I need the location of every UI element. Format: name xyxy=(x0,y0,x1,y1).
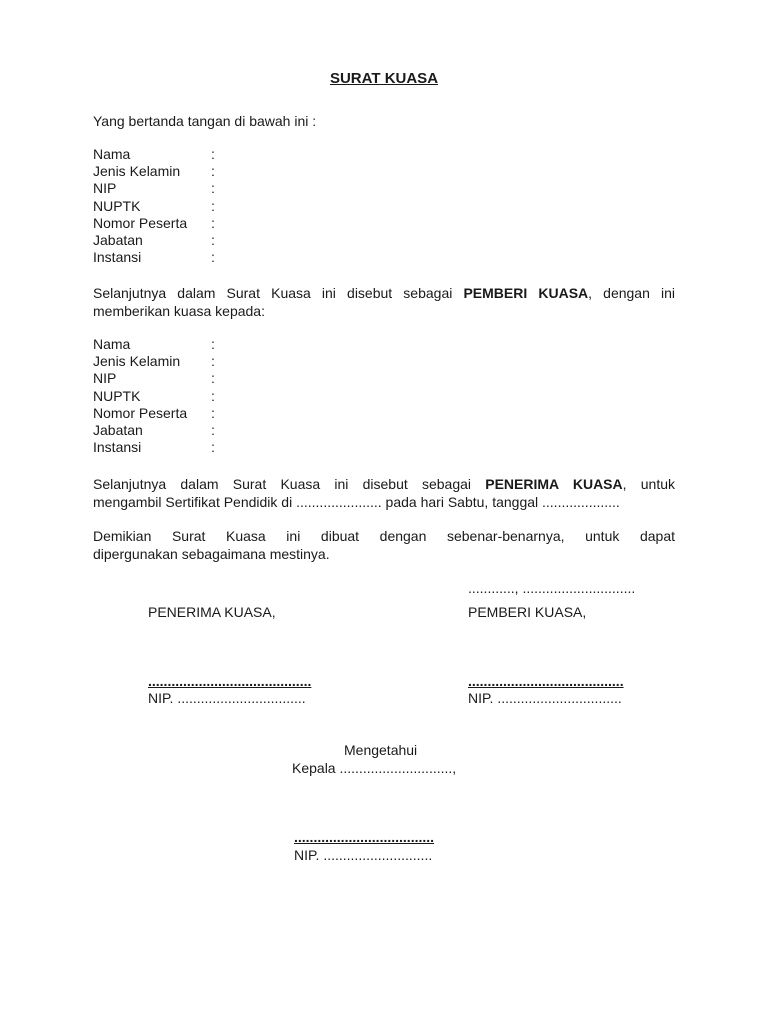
field-label: Nama xyxy=(93,146,131,162)
grantor-name-line: ........................................ xyxy=(468,673,624,689)
field-colon: : xyxy=(211,180,215,197)
field-row xyxy=(93,163,293,180)
field-label: Nomor Peserta xyxy=(93,404,188,421)
intro-text: Yang bertanda tangan di bawah ini : xyxy=(93,113,317,129)
paragraph-text: , untuk xyxy=(622,476,676,492)
field-colon: : xyxy=(211,214,215,231)
grantee-term: PENERIMA KUASA xyxy=(485,476,623,492)
field-label: Jabatan xyxy=(93,421,143,438)
paragraph-line: mengambil Sertifikat Pendidik di ...................... pada hari Sabtu, tanggal .................... xyxy=(93,494,620,510)
field-label: Jabatan xyxy=(93,231,143,248)
paragraph-line: Demikian Surat Kuasa ini dibuat dengan sebenar-benarnya, untuk dapat xyxy=(93,528,675,544)
field-row xyxy=(93,439,293,456)
field-colon: : xyxy=(211,146,215,162)
field-label: NUPTK xyxy=(93,387,141,404)
grantee-paragraph xyxy=(93,475,675,511)
field-colon: : xyxy=(211,421,215,438)
paragraph-line xyxy=(93,475,675,493)
paragraph-line xyxy=(93,284,675,302)
field-row xyxy=(93,232,293,249)
field-colon: : xyxy=(211,370,215,387)
grantor-signature-role: PEMBERI KUASA, xyxy=(468,604,587,620)
paragraph-line: memberikan kuasa kepada: xyxy=(93,303,265,319)
paragraph-line: dipergunakan sebagaimana mestinya. xyxy=(93,546,330,562)
grantee-signature-role: PENERIMA KUASA, xyxy=(148,604,276,620)
field-label: NUPTK xyxy=(93,197,141,214)
field-row xyxy=(93,180,293,197)
head-name-line: .................................... xyxy=(294,829,435,845)
field-row xyxy=(93,405,293,422)
field-colon: : xyxy=(211,439,215,456)
field-row xyxy=(93,146,293,163)
paragraph-text: Selanjutnya dalam Surat Kuasa ini disebut sebagai xyxy=(93,285,453,301)
grantee-name-line: .......................................... xyxy=(148,673,312,689)
field-row xyxy=(93,388,293,405)
grantor-paragraph xyxy=(93,284,675,320)
field-label: Nomor Peserta xyxy=(93,214,188,231)
grantee-nip: NIP. ................................. xyxy=(148,690,306,706)
field-label: NIP xyxy=(93,180,117,197)
field-label: Instansi xyxy=(93,439,142,456)
field-label: NIP xyxy=(93,370,117,387)
field-colon: : xyxy=(211,231,215,248)
field-row xyxy=(93,215,293,232)
field-label: Jenis Kelamin xyxy=(93,163,181,180)
grantee-fields xyxy=(93,336,293,456)
field-row xyxy=(93,336,293,353)
field-label: Jenis Kelamin xyxy=(93,353,181,370)
field-row xyxy=(93,370,293,387)
place-date: ............, ............................. xyxy=(468,580,636,596)
grantor-fields xyxy=(93,146,293,266)
head-nip: NIP. ............................ xyxy=(294,847,433,863)
field-row xyxy=(93,249,293,266)
paragraph-text: Selanjutnya dalam Surat Kuasa ini disebut sebagai xyxy=(93,476,472,492)
acknowledge-heading: Mengetahui xyxy=(344,742,418,758)
field-colon: : xyxy=(211,387,215,404)
field-colon: : xyxy=(211,336,215,352)
field-row xyxy=(93,198,293,215)
field-colon: : xyxy=(211,353,215,370)
field-label: Nama xyxy=(93,336,131,352)
field-label: Instansi xyxy=(93,249,142,266)
document-title: SURAT KUASA xyxy=(329,70,439,87)
field-colon: : xyxy=(211,163,215,180)
field-row xyxy=(93,422,293,439)
field-colon: : xyxy=(211,404,215,421)
field-colon: : xyxy=(211,249,215,266)
closing-paragraph xyxy=(93,527,675,563)
grantor-term: PEMBERI KUASA xyxy=(463,285,589,301)
field-row xyxy=(93,353,293,370)
head-position: Kepala ............................., xyxy=(292,760,457,776)
field-colon: : xyxy=(211,197,215,214)
paragraph-text: , dengan ini xyxy=(588,285,675,301)
grantor-nip: NIP. ................................ xyxy=(468,690,622,706)
